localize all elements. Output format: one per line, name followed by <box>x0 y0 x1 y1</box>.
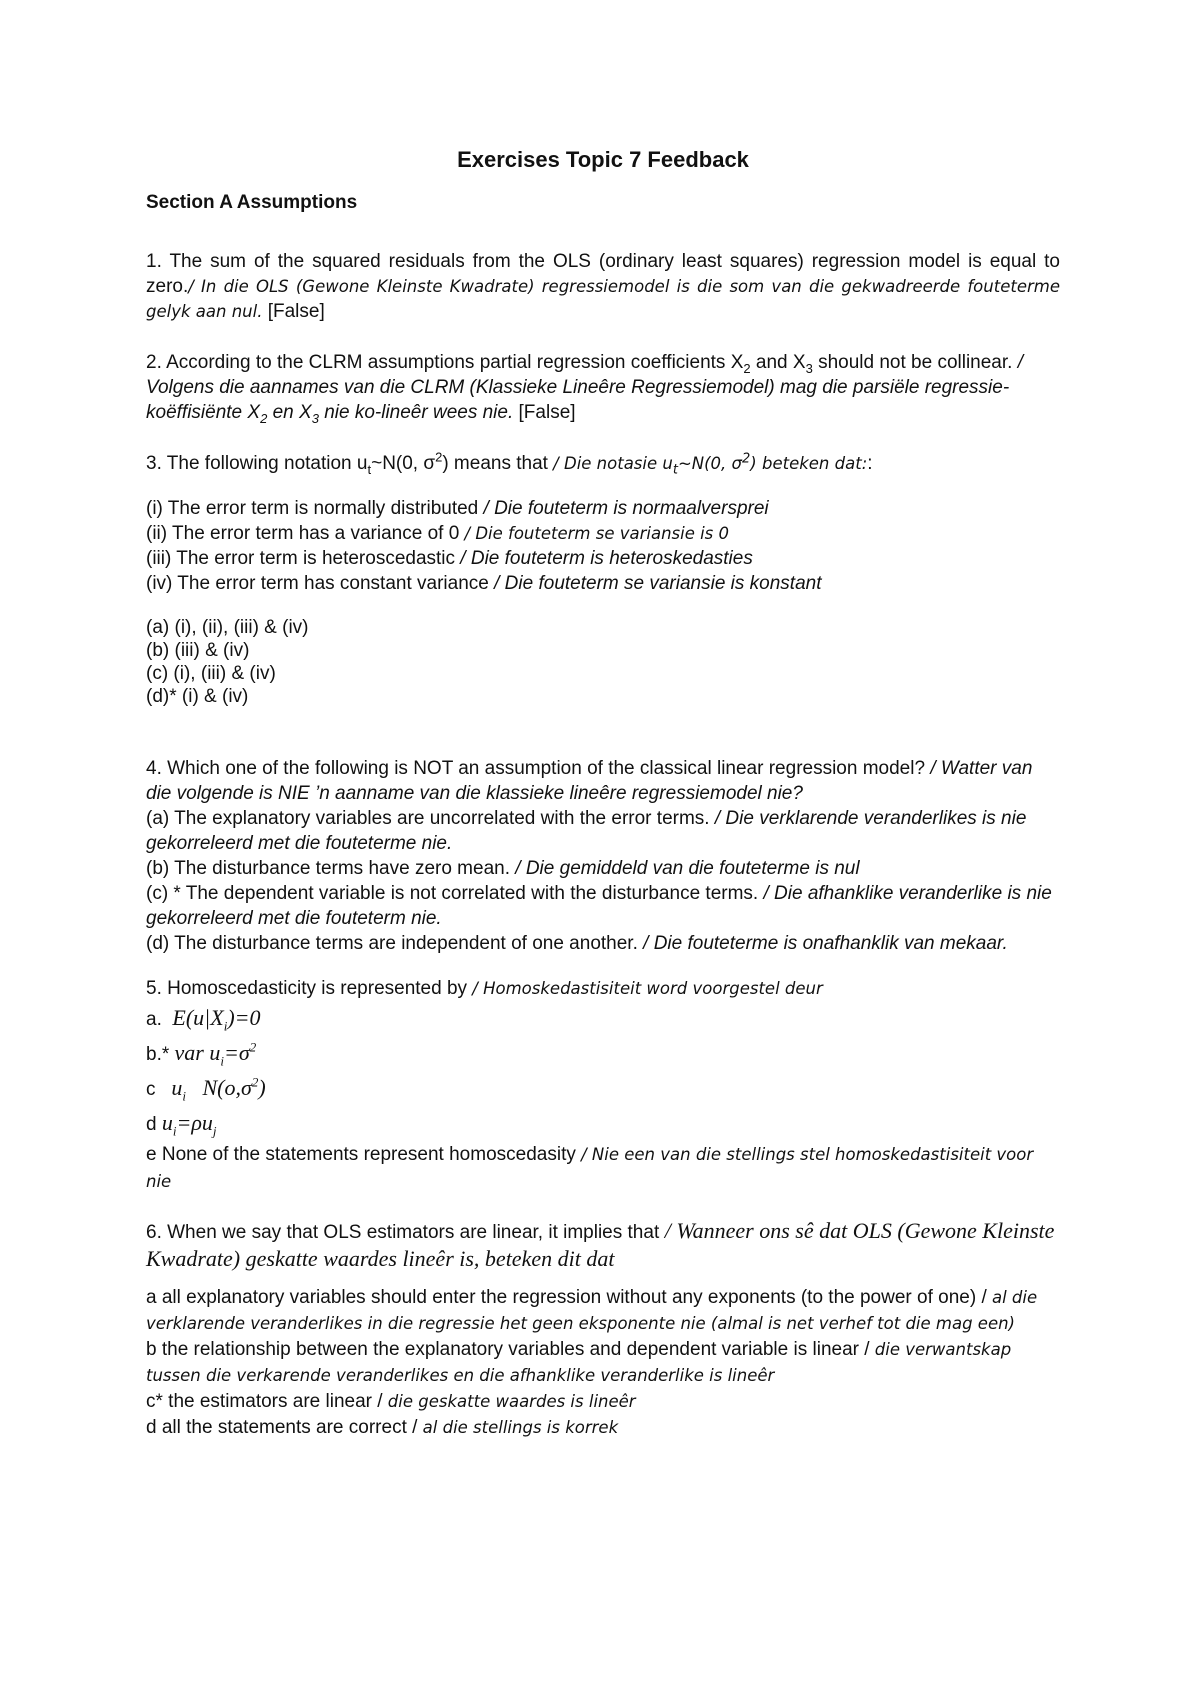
option-d <box>146 931 1060 956</box>
formula-sup: 2 <box>249 1039 257 1055</box>
question-1-answer: [False] <box>267 301 325 322</box>
option-afrikaans: al die stellings is korrek <box>417 1418 619 1437</box>
question-3-statements <box>146 496 1060 596</box>
option-c: (c) (i), (iii) & (iv) <box>146 663 276 684</box>
formula-part: u <box>161 1110 173 1135</box>
question-5 <box>146 976 1060 1195</box>
q2-text-b: and X <box>750 352 806 373</box>
option-b <box>146 856 1060 881</box>
q2-af-sub-2: 3 <box>311 410 319 426</box>
option-afrikaans: / Die afhanklike veranderlike is nie gekorreleerd met die fouteterm nie. <box>146 883 1052 929</box>
question-4 <box>146 756 1060 956</box>
question-4-stem <box>146 756 1060 806</box>
option-afrikaans: al die verklarende veranderlikes in die regressie het geen eksponente nie (almal is net verhef tot die mag een) <box>146 1288 1038 1333</box>
option-d: (d)* (i) & (iv) <box>146 686 249 707</box>
question-3 <box>146 451 1060 476</box>
statement-afrikaans: / Die fouteterm se variansie is konstant <box>488 573 822 594</box>
option-a <box>146 1285 1060 1337</box>
q3-sup-2: 2 <box>435 449 443 465</box>
question-1 <box>146 249 1060 324</box>
statement-afrikaans: / Die fouteterm se variansie is 0 <box>459 524 730 543</box>
option-d <box>146 1415 1060 1441</box>
question-5-stem <box>146 976 1060 1001</box>
statement-afrikaans: / Die fouteterm is heteroskedasties <box>455 548 753 569</box>
q3-text-c: ) means that <box>442 453 548 474</box>
statement-afrikaans: / Die fouteterm is normaalversprei <box>478 498 769 519</box>
list-item <box>146 521 1060 546</box>
question-2-answer: [False] <box>513 402 576 423</box>
q3-af-c: ) beteken dat: <box>750 454 868 473</box>
option-e <box>146 1141 1060 1195</box>
q3-af-b: ~N(0, σ <box>677 454 743 473</box>
document-body <box>146 140 1060 1441</box>
option-c <box>146 1071 1060 1106</box>
formula-part: ) <box>258 1075 266 1100</box>
question-2-english <box>146 352 1013 376</box>
option-b: (b) (iii) & (iv) <box>146 640 250 661</box>
question-5-afrikaans: / Homoskedastisiteit word voorgestel deur <box>467 979 823 998</box>
list-item <box>146 571 1060 596</box>
q2-text-c: should not be collinear. <box>812 352 1013 373</box>
q2-af-a: / Volgens die aannames van die CLRM (Klassieke Lineêre Regressiemodel) mag die parsiële regressie-koëffisiënte X <box>146 352 1023 423</box>
option-formula <box>161 1110 217 1139</box>
statement-text: (iv) The error term has constant variance <box>146 573 489 594</box>
section-heading: Section A Assumptions <box>146 192 358 213</box>
formula-sub: i <box>182 1088 186 1104</box>
statement-text: (iii) The error term is heteroscedastic <box>146 548 456 569</box>
option-formula <box>172 1005 261 1034</box>
formula-part: )=0 <box>227 1005 261 1030</box>
q3-af-a: / Die notasie u <box>547 454 673 473</box>
list-item <box>146 496 1060 521</box>
question-4-english: 4. Which one of the following is NOT an assumption of the classical linear regression model? <box>146 758 926 779</box>
question-1-afrikaans: / In die OLS (Gewone Kleinste Kwadrate) regressiemodel is die som van die gekwadreerde fouteterme gelyk aan nul. <box>146 277 1060 321</box>
q2-text-a: 2. According to the CLRM assumptions partial regression coefficients X <box>146 352 744 373</box>
formula-part: E(u|X <box>172 1005 224 1030</box>
page-title: Exercises Topic 7 Feedback <box>457 147 749 172</box>
formula-part: u <box>171 1075 183 1100</box>
formula-sub: i <box>223 1018 228 1034</box>
q3-af-sub: t <box>672 462 678 478</box>
option-text: a all explanatory variables should enter the regression without any exponents (to the power of one) / <box>146 1287 987 1308</box>
option-label: d <box>146 1114 157 1135</box>
q3-text-b: ~N(0, σ <box>371 453 436 474</box>
formula-sub: j <box>212 1123 217 1139</box>
option-afrikaans: die geskatte waardes is lineêr <box>382 1392 636 1411</box>
question-6 <box>146 1217 1060 1441</box>
formula-part: =ρu <box>176 1110 213 1135</box>
option-afrikaans: / Die gemiddeld van die fouteterme is nul <box>510 858 860 879</box>
q2-af-b: en X <box>267 402 312 423</box>
option-afrikaans: / Die verklarende veranderlikes is nie gekorreleerd met die fouteterme nie. <box>146 808 1027 854</box>
question-6-options <box>146 1285 1060 1441</box>
q3-end: : <box>867 453 873 474</box>
question-6-stem <box>146 1217 1060 1273</box>
option-formula <box>171 1074 266 1104</box>
q3-text-a: 3. The following notation u <box>146 453 368 474</box>
option-d <box>146 1106 1060 1141</box>
q3-sub-t: t <box>367 461 372 477</box>
option-afrikaans: / Die fouteterme is onafhanklik van mekaar. <box>637 933 1008 954</box>
option-label: c <box>146 1079 156 1100</box>
option-text: (a) The explanatory variables are uncorrelated with the error terms. <box>146 808 710 829</box>
option-afrikaans: die verwantskap tussen die verkarende veranderlikes en die afhanklike veranderlike is lineêr <box>146 1340 1012 1385</box>
question-5-english: 5. Homoscedasticity is represented by <box>146 978 468 999</box>
question-2 <box>146 350 1060 425</box>
formula-part: N(o,σ <box>202 1075 252 1100</box>
formula-part: =σ <box>223 1040 250 1065</box>
formula-sup: 2 <box>251 1074 259 1090</box>
q2-af-c: nie ko-lineêr wees nie. <box>318 402 514 423</box>
option-b <box>146 1036 1060 1071</box>
statement-text: (i) The error term is normally distributed <box>146 498 479 519</box>
formula-part: var u <box>174 1040 221 1065</box>
question-3-afrikaans <box>547 451 868 478</box>
option-b <box>146 1337 1060 1389</box>
option-label: a. <box>146 1009 162 1030</box>
option-a <box>146 1001 1060 1036</box>
formula-sub: i <box>172 1123 177 1139</box>
option-text: (b) The disturbance terms have zero mean. <box>146 858 510 879</box>
question-4-afrikaans: / Watter van die volgende is NIE ’n aanname van die klassieke lineêre regressiemodel nie? <box>146 758 1033 804</box>
statement-text: (ii) The error term has a variance of 0 <box>146 523 460 544</box>
option-a: (a) (i), (ii), (iii) & (iv) <box>146 617 309 638</box>
formula-sub: i <box>220 1053 224 1069</box>
q2-af-sub-1: 2 <box>260 410 268 426</box>
q2-sub-2: 3 <box>805 360 813 376</box>
option-formula <box>174 1039 257 1069</box>
q3-af-sup: 2 <box>742 451 751 467</box>
option-afrikaans: / Nie een van die stellings stel homoskedastisiteit voor nie <box>146 1145 1034 1191</box>
option-text: c* the estimators are linear / <box>146 1391 383 1412</box>
option-text: d all the statements are correct / <box>146 1417 418 1438</box>
option-text: (c) * The dependent variable is not correlated with the disturbance terms. <box>146 883 759 904</box>
option-text: b the relationship between the explanatory variables and dependent variable is linear / <box>146 1339 870 1360</box>
question-3-options <box>146 616 1060 708</box>
option-a <box>146 806 1060 856</box>
question-6-english: 6. When we say that OLS estimators are linear, it implies that <box>146 1222 660 1243</box>
option-c <box>146 881 1060 931</box>
question-6-afrikaans: / Wanneer ons sê dat OLS (Gewone Kleinste Kwadrate) geskatte waardes lineêr is, beteken dit dat <box>146 1218 1055 1271</box>
option-label: b.* <box>146 1044 170 1065</box>
option-c <box>146 1389 1060 1415</box>
option-text: (d) The disturbance terms are independent of one another. <box>146 933 638 954</box>
option-text: e None of the statements represent homoscedasity <box>146 1144 576 1165</box>
q2-sub-1: 2 <box>743 360 751 376</box>
list-item <box>146 546 1060 571</box>
question-1-english: 1. The sum of the squared residuals from the OLS (ordinary least squares) regression model is equal to zero. <box>146 251 1060 297</box>
